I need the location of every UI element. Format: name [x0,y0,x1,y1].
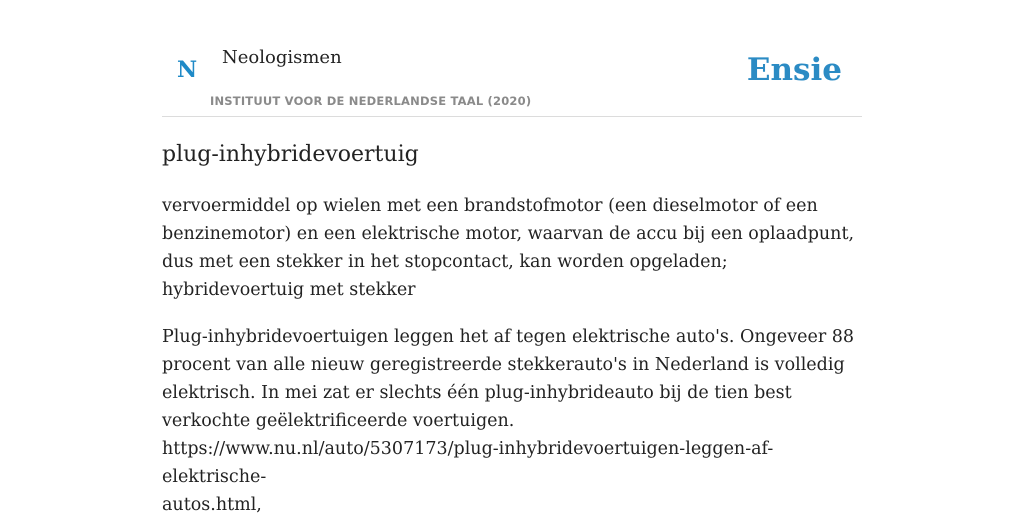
example-source-link-continued[interactable]: autos.html, [162,495,262,515]
entry-card [162,0,862,515]
source-logo: N [177,57,198,83]
source-name[interactable]: Neologismen [222,47,342,68]
entry-header [162,0,862,117]
ensie-logo[interactable]: Ensie [746,52,842,88]
entry-term: plug-inhybridevoertuig [162,142,419,167]
example-source-link[interactable]: https://www.nu.nl/auto/5307173/plug-inhybridevoertuigen-leggen-af-elektrische- [162,439,774,487]
entry-definition: vervoermiddel op wielen met een brandstofmotor (een dieselmotor of een benzinemotor) en een elektrische motor, waarvan de accu bij een oplaadpunt, dus met een stekker in het stopcontact, kan worden opgeladen; hybridevoertuig met stekker [162,196,855,300]
publisher-label: INSTITUUT VOOR DE NEDERLANDSE TAAL (2020) [210,94,532,108]
entry-example [162,323,862,519]
example-text: Plug-inhybridevoertuigen leggen het af tegen elektrische auto's. Ongeveer 88 procent van alle nieuw geregistreerde stekkerauto's in Nederland is volledig elektrisch. In mei zat er slechts één plug-inhybrideauto bij de tien best verkochte geëlektrificeerde voertuigen. [162,327,855,431]
